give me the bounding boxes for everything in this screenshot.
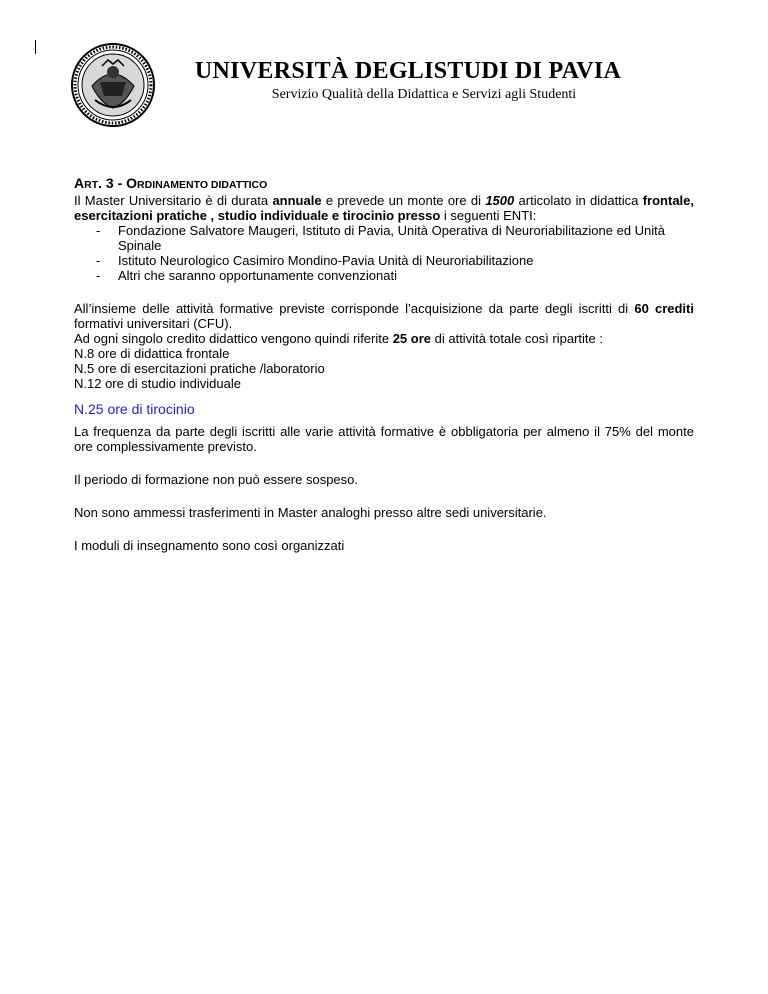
text-span: formativi universitari (CFU). — [74, 316, 233, 331]
list-item: - Fondazione Salvatore Maugeri, Istituto di Pavia, Unità Operativa di Neuroriabilitazione ed Unità Spinale — [96, 223, 666, 253]
text-span: i seguenti ENTI: — [440, 208, 537, 223]
service-subtitle: Servizio Qualità della Didattica e Servizi agli Studenti — [271, 87, 577, 102]
paragraph-moduli: I moduli di insegnamento sono così organizzati — [74, 538, 345, 553]
paragraph-periodo: Il periodo di formazione non può essere sospeso. — [74, 472, 359, 487]
university-seal-icon — [70, 42, 156, 128]
hours-line: N.12 ore di studio individuale — [74, 376, 241, 391]
list-item-text: Altri che saranno opportunamente convenzionati — [118, 268, 397, 283]
hours-line: N.5 ore di esercitazioni pratiche /laboratorio — [74, 361, 325, 376]
tirocinio-heading: N.25 ore di tirocinio — [74, 401, 195, 417]
bold-frontale: frontale, esercitazioni pratiche , studio individuale e tirocinio presso — [74, 193, 695, 223]
text-span: articolato in didattica — [514, 193, 643, 208]
text-cursor-mark — [35, 40, 36, 54]
paragraph-ore — [74, 331, 694, 346]
title-letter-o: O — [126, 175, 138, 191]
text-span: Il Master Universitario è di durata — [74, 193, 273, 208]
bold-italic-1500: 1500 — [485, 193, 515, 208]
university-name: UNIVERSITÀ DEGLISTUDI DI PAVIA — [194, 58, 622, 84]
list-item: - Altri che saranno opportunamente convenzionati — [96, 268, 397, 283]
list-item: - Istituto Neurologico Casimiro Mondino-Pavia Unità di Neuroriabilitazione — [96, 253, 534, 268]
document-body — [74, 176, 694, 553]
paragraph-crediti — [74, 301, 694, 331]
text-span: di attività totale così ripartite : — [431, 331, 603, 346]
text-span: All’insieme delle attività formative previste corrisponde l’acquisizione da parte degli iscritti di — [74, 301, 635, 316]
title-letter-a: A — [74, 175, 85, 191]
bold-60-crediti: 60 crediti — [634, 301, 694, 316]
paragraph-frequenza: La frequenza da parte degli iscritti alle varie attività formative è obbligatoria per almeno il 75% del monte ore complessivamente previsto. — [74, 424, 694, 454]
hours-line: N.8 ore di didattica frontale — [74, 346, 230, 361]
title-part-rt: RT — [84, 179, 99, 191]
article-title — [74, 176, 694, 193]
title-part-rdinamento: RDINAMENTO DIDATTICO — [137, 179, 268, 191]
bold-annuale: annuale — [272, 193, 322, 208]
enti-list — [74, 223, 694, 283]
paragraph-trasferimenti: Non sono ammessi trasferimenti in Master analoghi presso altre sedi universitarie. — [74, 505, 547, 520]
text-span: Ad ogni singolo credito didattico vengono quindi riferite — [74, 331, 393, 346]
text-span: e prevede un monte ore di — [321, 193, 486, 208]
list-item-text: Fondazione Salvatore Maugeri, Istituto di Pavia, Unità Operativa di Neuroriabilitazione ed Unità Spinale — [118, 223, 666, 253]
list-item-text: Istituto Neurologico Casimiro Mondino-Pavia Unità di Neuroriabilitazione — [118, 253, 534, 268]
paragraph-intro — [74, 193, 694, 223]
bold-25-ore: 25 ore — [392, 331, 432, 346]
title-number: . 3 - — [98, 175, 127, 191]
